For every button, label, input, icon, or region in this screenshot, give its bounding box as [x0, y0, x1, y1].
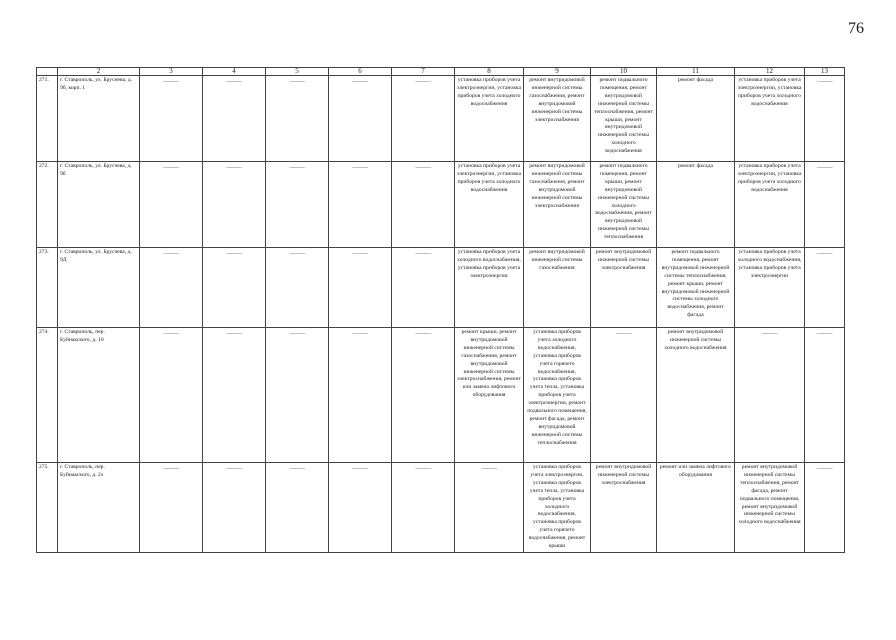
header-cell-3: 3: [140, 68, 203, 76]
empty-dash: ———: [289, 466, 305, 472]
empty-dash: ———: [816, 79, 833, 85]
empty-dash: ———: [816, 165, 833, 171]
empty-dash: ———: [226, 165, 242, 171]
page-number: 76: [848, 20, 864, 37]
works-cell-col9: установка приборов учета холодного водоснабжения, установка приборов учета горячего водоснабжения, установка приборов учета тепла, установка приборов учета электроэнергии, ремонт подвального помещения, ремонт фасада, ремонт внутридомовой инженерной системы теплоснабжения: [524, 328, 591, 463]
empty-dash: ———: [289, 251, 305, 257]
empty-dash: ———: [352, 165, 368, 171]
empty-dash: ———: [816, 251, 833, 257]
empty-dash: ———: [163, 466, 179, 472]
header-cell-1: [37, 68, 58, 76]
header-cell-8: 8: [455, 68, 524, 76]
header-cell-2: 2: [58, 68, 140, 76]
empty-dash: ———: [415, 331, 431, 337]
table-row: [37, 76, 845, 162]
empty-dash: ———: [289, 331, 305, 337]
works-cell-col11: ремонт или замена лифтового оборудования: [657, 463, 735, 553]
empty-dash: ———: [415, 79, 431, 85]
works-cell-col12: установка приборов учета холодного водоснабжения, установка приборов учета электроэнергии: [735, 248, 805, 328]
header-cell-12: 12: [735, 68, 805, 76]
header-cell-7: 7: [392, 68, 455, 76]
header-cell-13: 13: [805, 68, 845, 76]
works-cell-col12: установка приборов учета электроэнергии, установка приборов учета холодного водоснабжения: [735, 162, 805, 248]
works-cell-col10: ремонт внутридомовой инженерной системы электроснабжения: [591, 248, 657, 328]
works-cell-col12: ремонт внутридомовой инженерной системы теплоснабжения, ремонт фасада, ремонт подвального помещения, ремонт внутридомовой инженерной системы холодного водоснабжения: [735, 463, 805, 553]
address-cell: г. Ставрополь, пер. Буйнакского, д. 2з: [58, 463, 140, 553]
empty-dash: ———: [163, 331, 179, 337]
works-cell-col8: установка приборов учета электроэнергии, установка приборов учета холодного водоснабжения: [455, 76, 524, 162]
empty-dash: ———: [289, 165, 305, 171]
empty-dash: ———: [226, 331, 242, 337]
row-number: 275.: [37, 463, 58, 553]
header-cell-10: 10: [591, 68, 657, 76]
empty-dash: ———: [352, 466, 368, 472]
works-cell-col11: ремонт внутридомовой инженерной системы холодного водоснабжения: [657, 328, 735, 463]
header-cell-9: 9: [524, 68, 591, 76]
address-cell: г. Ставрополь, ул. Бруснева, д. 9б, корп. 1: [58, 76, 140, 162]
empty-dash: ———: [816, 331, 833, 337]
header-cell-6: 6: [329, 68, 392, 76]
works-cell-col10: ремонт подвального помещения, ремонт крыши, ремонт внутридомовой инженерной системы холодного водоснабжения, ремонт внутридомовой инженерной системы теплоснабжения: [591, 162, 657, 248]
table-row: [37, 328, 845, 463]
empty-dash: ———: [163, 79, 179, 85]
works-cell-col12: установка приборов учета электроэнергии, установка приборов учета холодного водоснабжения: [735, 76, 805, 162]
empty-dash: ———: [226, 466, 242, 472]
address-cell: г. Ставрополь, пер. Буйнакского, д. 10: [58, 328, 140, 463]
address-cell: г. Ставрополь, ул. Брусчева, д. 9Д: [58, 248, 140, 328]
header-cell-11: 11: [657, 68, 735, 76]
works-cell-col9: ремонт внутридомовой инженерной системы газоснабжения, ремонт внутридомовой инженерной системы электроснабжения: [524, 76, 591, 162]
works-cell-col11: ремонт подвального помещения, ремонт внутридомовой инженерной системы теплоснабжения, ремонт крыши, ремонт внутридомовой инженерной системы холодного водоснабжения, ремонт фасада: [657, 248, 735, 328]
works-cell-col8: установка приборов учета электроэнергии, установка приборов учета холодного водоснабжения: [455, 162, 524, 248]
works-cell-col8: установка приборов учета холодного водоснабжения, установка приборов учета электроэнергии: [455, 248, 524, 328]
empty-dash: ———: [615, 331, 632, 337]
address-cell: г. Ставрополь, ул. Брусчева, д. 9б: [58, 162, 140, 248]
empty-dash: ———: [289, 79, 305, 85]
works-cell-col9: ремонт внутридомовой инженерной системы газоснабжения, ремонт внутридомовой инженерной системы электроснабжения: [524, 162, 591, 248]
empty-dash: ———: [226, 251, 242, 257]
table-row: [37, 463, 845, 553]
works-cell-col11: ремонт фасада: [657, 162, 735, 248]
empty-dash: ———: [481, 466, 497, 472]
empty-dash: ———: [352, 331, 368, 337]
buildings-table: [36, 67, 845, 553]
works-cell-col8: ремонт крыши, ремонт внутридомовой инженерной системы газоснабжения, ремонт внутридомовой инженерной системы электроснабжения, ремонт или замена лифтового оборудования: [455, 328, 524, 463]
table-row: [37, 248, 845, 328]
row-number: 274.: [37, 328, 58, 463]
empty-dash: ———: [415, 466, 431, 472]
works-cell-col11: ремонт фасада: [657, 76, 735, 162]
row-number: 273.: [37, 248, 58, 328]
table-row: [37, 162, 845, 248]
row-number: 272.: [37, 162, 58, 248]
empty-dash: ———: [163, 251, 179, 257]
column-number-row: [37, 68, 845, 76]
empty-dash: ———: [352, 251, 368, 257]
empty-dash: ———: [352, 79, 368, 85]
empty-dash: ———: [415, 165, 431, 171]
works-cell-col10: ремонт подвального помещения, ремонт внутридомовой инженерной системы теплоснабжения, ремонт крыши, ремонт внутридомовой инженерной системы холодного водоснабжения: [591, 76, 657, 162]
empty-dash: ———: [163, 165, 179, 171]
empty-dash: ———: [226, 79, 242, 85]
header-cell-5: 5: [266, 68, 329, 76]
empty-dash: ———: [816, 466, 833, 472]
works-cell-col9: установка приборов учета электроэнергии, установка приборов учета тепла, установка приборов учета холодного водоснабжения, установка приборов учета горячего водоснабжения, ремонт крыши: [524, 463, 591, 553]
empty-dash: ———: [761, 331, 778, 337]
empty-dash: ———: [415, 251, 431, 257]
works-cell-col10: ремонт внутридомовой инженерной системы электроснабжения: [591, 463, 657, 553]
works-cell-col9: ремонт внутридомовой инженерной системы газоснабжения: [524, 248, 591, 328]
header-cell-4: 4: [203, 68, 266, 76]
row-number: 271.: [37, 76, 58, 162]
